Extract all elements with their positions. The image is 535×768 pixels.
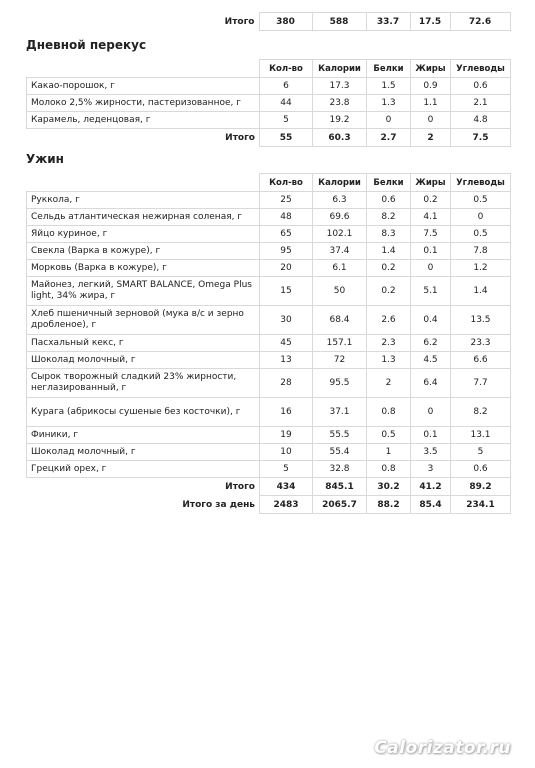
fat-cell: 0 [411,398,451,427]
food-name: Карамель, леденцовая, г [27,112,260,129]
protein-cell: 1.5 [367,78,411,95]
table-row [27,277,511,306]
food-name: Пасхальный кекс, г [27,335,260,352]
total-label: Итого [224,16,255,27]
qty-cell: 25 [260,192,313,209]
dinner-table [26,173,511,514]
cal-cell: 37.4 [313,243,367,260]
table-row [27,352,511,369]
protein-cell: 1.3 [367,95,411,112]
food-name: Морковь (Варка в кожуре), г [27,260,260,277]
qty-cell: 13 [260,352,313,369]
carbs-cell: 23.3 [451,335,511,352]
food-name: Яйцо куриное, г [27,226,260,243]
col-fat: Жиры [411,60,451,78]
protein-cell: 8.2 [367,209,411,226]
prev-total-table [26,12,511,31]
fat-cell: 0.4 [411,306,451,335]
qty-cell: 10 [260,444,313,461]
carbs-cell: 13.1 [451,427,511,444]
cal-cell: 102.1 [313,226,367,243]
cal-cell: 95.5 [313,369,367,398]
cal-cell: 50 [313,277,367,306]
food-name: Руккола, г [27,192,260,209]
qty-cell: 15 [260,277,313,306]
protein-cell: 0.2 [367,277,411,306]
col-protein: Белки [367,174,411,192]
table-row [27,461,511,478]
qty-cell: 5 [260,112,313,129]
protein-cell: 0.5 [367,427,411,444]
col-qty: Кол-во [260,174,313,192]
carbs-cell: 0.6 [451,461,511,478]
carbs-cell: 7.8 [451,243,511,260]
fat-cell: 3 [411,461,451,478]
fat-cell: 6.4 [411,369,451,398]
day-total-row: Итого за день 2483 2065.7 88.2 85.4 234.1 [27,496,511,514]
food-name: Шоколад молочный, г [27,444,260,461]
carbs-cell: 5 [451,444,511,461]
fat-cell: 5.1 [411,277,451,306]
table-row [27,243,511,260]
cal-cell: 6.3 [313,192,367,209]
fat-cell: 0 [411,260,451,277]
snack-table [26,59,511,147]
food-name: Хлеб пшеничный зерновой (мука в/с и зерно дробленое), г [27,306,260,335]
qty-cell: 6 [260,78,313,95]
carbs-cell: 0.5 [451,192,511,209]
watermark-logo: Calorizator.ru [374,738,511,758]
carbs-cell: 7.7 [451,369,511,398]
nutrition-report [26,0,510,514]
carbs-cell: 0.6 [451,78,511,95]
fat-cell: 4.5 [411,352,451,369]
food-name: Грецкий орех, г [27,461,260,478]
fat-cell: 7.5 [411,226,451,243]
food-name: Шоколад молочный, г [27,352,260,369]
table-row [27,444,511,461]
col-cal: Калории [313,60,367,78]
fat-cell: 0.9 [411,78,451,95]
table-row [27,335,511,352]
table-row [27,226,511,243]
table-row [27,112,511,129]
qty-cell: 28 [260,369,313,398]
fat-cell: 4.1 [411,209,451,226]
carbs-cell: 0 [451,209,511,226]
section-title-dinner: Ужин [26,152,64,166]
table-row [27,95,511,112]
carbs-cell: 1.4 [451,277,511,306]
fat-cell: 1.1 [411,95,451,112]
snack-rows [27,78,511,129]
food-name: Курага (абрикосы сушеные без косточки), г [27,398,260,427]
cal-cell: 23.8 [313,95,367,112]
table-row [27,209,511,226]
protein-cell: 0.6 [367,192,411,209]
qty-cell: 44 [260,95,313,112]
food-name: Сельдь атлантическая нежирная соленая, г [27,209,260,226]
table-header [27,174,511,192]
table-header [27,60,511,78]
food-name: Финики, г [27,427,260,444]
table-row [27,427,511,444]
fat-cell: 0.2 [411,192,451,209]
table-row [27,306,511,335]
carbs-cell: 2.1 [451,95,511,112]
col-fat: Жиры [411,174,451,192]
cal-cell: 37.1 [313,398,367,427]
cal-cell: 19.2 [313,112,367,129]
qty-cell: 5 [260,461,313,478]
qty-cell: 45 [260,335,313,352]
carbs-cell: 8.2 [451,398,511,427]
cal-cell: 72 [313,352,367,369]
carbs-cell: 13.5 [451,306,511,335]
table-row [27,192,511,209]
food-name: Майонез, легкий, SMART BALANCE, Omega Plus light, 34% жира, г [27,277,260,306]
col-carbs: Углеводы [451,60,511,78]
carbs-cell: 6.6 [451,352,511,369]
carbs-cell: 0.5 [451,226,511,243]
qty-cell: 20 [260,260,313,277]
protein-cell: 1.4 [367,243,411,260]
cal-cell: 69.6 [313,209,367,226]
food-name: Молоко 2,5% жирности, пастеризованное, г [27,95,260,112]
food-name: Свекла (Варка в кожуре), г [27,243,260,260]
cal-cell: 55.4 [313,444,367,461]
dinner-rows [27,192,511,478]
carbs-cell: 1.2 [451,260,511,277]
qty-cell: 48 [260,209,313,226]
protein-cell: 0 [367,112,411,129]
cal-cell: 32.8 [313,461,367,478]
cal-cell: 6.1 [313,260,367,277]
snack-total-row: Итого 55 60.3 2.7 2 7.5 [27,129,511,147]
table-row [27,260,511,277]
protein-cell: 0.8 [367,398,411,427]
qty-cell: 30 [260,306,313,335]
col-protein: Белки [367,60,411,78]
food-name: Какао-порошок, г [27,78,260,95]
table-row [27,78,511,95]
fat-cell: 3.5 [411,444,451,461]
cal-cell: 157.1 [313,335,367,352]
fat-cell: 0.1 [411,427,451,444]
col-cal: Калории [313,174,367,192]
col-qty: Кол-во [260,60,313,78]
protein-cell: 8.3 [367,226,411,243]
fat-cell: 0 [411,112,451,129]
protein-cell: 1 [367,444,411,461]
fat-cell: 0.1 [411,243,451,260]
protein-cell: 0.8 [367,461,411,478]
qty-cell: 19 [260,427,313,444]
table-row [27,369,511,398]
cal-cell: 55.5 [313,427,367,444]
protein-cell: 2.6 [367,306,411,335]
carbs-cell: 4.8 [451,112,511,129]
cal-cell: 68.4 [313,306,367,335]
col-carbs: Углеводы [451,174,511,192]
food-name: Сырок творожный сладкий 23% жирности, неглазированный, г [27,369,260,398]
qty-cell: 95 [260,243,313,260]
protein-cell: 0.2 [367,260,411,277]
table-row [27,398,511,427]
cal-cell: 17.3 [313,78,367,95]
protein-cell: 2.3 [367,335,411,352]
protein-cell: 1.3 [367,352,411,369]
section-title-snack: Дневной перекус [26,38,147,52]
fat-cell: 6.2 [411,335,451,352]
qty-cell: 65 [260,226,313,243]
qty-cell: 16 [260,398,313,427]
protein-cell: 2 [367,369,411,398]
prev-total-row: Итого 380 588 33.7 17.5 72.6 [26,13,510,31]
dinner-total-row: Итого 434 845.1 30.2 41.2 89.2 [27,478,511,496]
